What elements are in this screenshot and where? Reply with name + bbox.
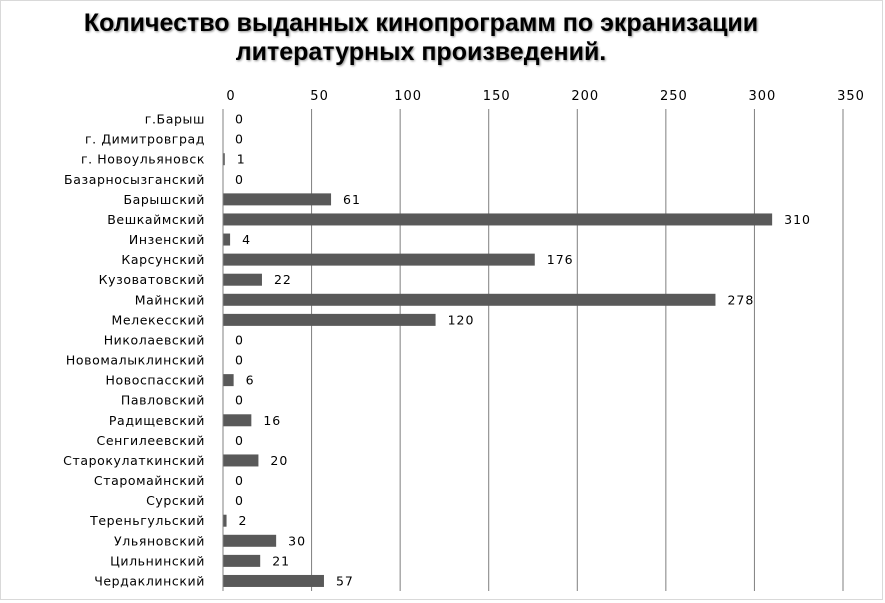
category-label: Кузоватовский	[98, 272, 205, 288]
bar	[223, 234, 230, 246]
category-label: Вешкаймский	[107, 211, 205, 227]
x-tick-label-150: 150	[482, 89, 511, 104]
bar	[223, 374, 234, 386]
bar-chart	[1, 1, 885, 603]
data-labels	[235, 112, 811, 589]
category-label: Николаевский	[103, 332, 205, 348]
data-label: 61	[343, 191, 361, 207]
data-label: 120	[447, 312, 475, 328]
category-label: Цильнинский	[110, 553, 205, 569]
x-tick-label-0: 0	[226, 89, 236, 104]
bar	[223, 575, 324, 587]
x-tick-label-50: 50	[310, 89, 329, 104]
category-label: Инзенский	[128, 232, 205, 248]
category-label: Радищевский	[108, 412, 205, 428]
category-label: Базарносызганский	[64, 171, 205, 187]
category-label: Мелекесский	[111, 312, 205, 328]
data-label: 0	[235, 111, 244, 127]
category-label: Тереньгульский	[90, 513, 205, 529]
category-label: Сенгилеевский	[96, 432, 205, 448]
data-label: 4	[242, 232, 252, 248]
data-label: 0	[235, 332, 244, 348]
x-tick-label-200: 200	[571, 89, 600, 104]
x-axis-ticks	[226, 89, 865, 104]
category-label: Майнский	[134, 292, 205, 308]
category-label: Сурский	[146, 493, 205, 509]
data-label: 21	[272, 553, 291, 569]
data-label: 0	[235, 473, 244, 489]
data-label: 2	[238, 513, 248, 529]
x-tick-label-350: 350	[837, 89, 865, 104]
gridlines	[312, 109, 843, 591]
data-label: 0	[235, 432, 244, 448]
category-label: Старокулаткинский	[63, 452, 205, 468]
bar	[223, 193, 331, 205]
bar	[223, 555, 260, 567]
category-label: Барышский	[123, 191, 205, 207]
category-label: Новоспасский	[105, 372, 205, 388]
data-label: 176	[546, 252, 574, 268]
bar	[223, 414, 251, 426]
data-label: 57	[335, 573, 354, 589]
category-labels	[63, 112, 205, 589]
data-label: 0	[235, 392, 244, 408]
category-label: Новомалыклинский	[65, 352, 205, 368]
bar	[223, 274, 262, 286]
x-tick-label-100: 100	[394, 89, 423, 104]
data-label: 22	[273, 272, 292, 288]
data-label: 30	[288, 533, 307, 549]
bar	[223, 254, 535, 266]
x-tick-label-300: 300	[748, 89, 777, 104]
chart-title: Количество выданных кинопрограмм по экранизации литературных произведений.	[83, 9, 759, 66]
category-label: Ульяновский	[114, 533, 205, 549]
data-label: 278	[727, 292, 755, 308]
category-label: г.Барыш	[144, 111, 205, 127]
data-label: 0	[235, 131, 244, 147]
data-label: 20	[270, 452, 289, 468]
category-label: Карсунский	[121, 252, 205, 268]
bar	[223, 294, 715, 306]
x-tick-label-250: 250	[659, 89, 688, 104]
bar	[223, 454, 258, 466]
category-label: Старомайнский	[93, 473, 205, 489]
bars	[223, 153, 772, 587]
data-label: 0	[235, 171, 244, 187]
data-label: 1	[236, 151, 246, 167]
data-label: 6	[245, 372, 255, 388]
category-label: г. Новоульяновск	[80, 151, 205, 167]
data-label: 0	[235, 352, 244, 368]
bar	[223, 515, 227, 527]
category-label: г. Димитровград	[85, 131, 205, 147]
bar	[223, 314, 436, 326]
category-label: Чердаклинский	[94, 573, 205, 589]
data-label: 310	[784, 211, 812, 227]
bar	[223, 213, 772, 225]
category-label: Павловский	[120, 392, 205, 408]
data-label: 16	[263, 412, 282, 428]
bar	[223, 535, 276, 547]
data-label: 0	[235, 493, 244, 509]
